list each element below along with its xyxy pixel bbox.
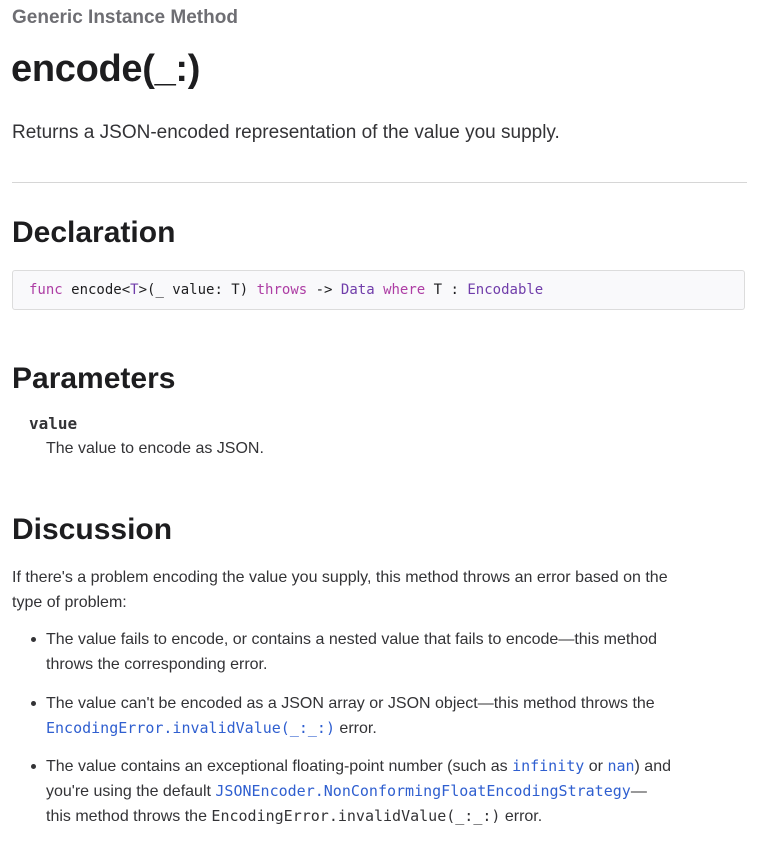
symbol-kind-eyebrow: Generic Instance Method [12, 7, 238, 28]
code-name: encode< [62, 282, 131, 298]
type-encodable-link[interactable]: Encodable [467, 282, 544, 298]
declaration-code [29, 282, 543, 298]
discussion-intro-line1: If there's a problem encoding the value you supply, this method throws an error based on the [12, 569, 668, 586]
bullet-text: or [584, 758, 608, 775]
parameter-name: value [29, 414, 78, 433]
bullet-dot [31, 764, 36, 769]
parameter-description: The value to encode as JSON. [46, 440, 264, 457]
code-arrow: -> [307, 282, 341, 298]
bullet-text-line1: The value can't be encoded as a JSON array or JSON object—this method throws the [46, 695, 655, 712]
declaration-heading: Declaration [12, 216, 176, 249]
parameters-heading: Parameters [12, 362, 176, 395]
inline-code: EncodingError.invalidValue(_:_:) [211, 807, 501, 825]
bullet-text-after: error. [334, 720, 377, 737]
bullet-dot [31, 701, 36, 706]
discussion-intro [12, 565, 747, 615]
generic-param: T [130, 282, 139, 298]
code-constraint: T : [425, 282, 468, 298]
infinity-link[interactable]: infinity [512, 757, 585, 775]
bullet-text-line2: throws the corresponding error. [46, 656, 268, 673]
abstract: Returns a JSON-encoded representation of the value you supply. [12, 122, 560, 143]
bullet-text: error. [500, 808, 543, 825]
keyword-func: func [29, 282, 63, 298]
bullet-text: you're using the default [46, 783, 216, 800]
bullet-text: ) and [634, 758, 671, 775]
bullet-text: The value contains an exceptional floating-point number (such as [46, 758, 513, 775]
nan-link[interactable]: nan [607, 757, 635, 775]
list-item [12, 691, 747, 741]
error-list [12, 627, 747, 829]
non-conforming-float-strategy-link[interactable]: JSONEncoder.NonConformingFloatEncodingStrategy [215, 782, 631, 800]
page-title: encode(_:) [11, 48, 201, 90]
discussion-intro-line2: type of problem: [12, 594, 127, 611]
list-item [12, 754, 747, 829]
bullet-text: this method throws the [46, 808, 212, 825]
keyword-where: where [383, 282, 426, 298]
list-item [12, 627, 747, 677]
code-signature: >(_ value: T) [138, 282, 257, 298]
declaration-code-box [12, 270, 745, 310]
code-space [375, 282, 383, 298]
type-data-link[interactable]: Data [340, 282, 375, 298]
divider [12, 182, 747, 183]
keyword-throws: throws [256, 282, 308, 298]
discussion-heading: Discussion [12, 513, 173, 546]
encoding-error-invalid-value-link[interactable]: EncodingError.invalidValue(_:_:) [46, 719, 335, 737]
bullet-text: — [630, 783, 647, 800]
bullet-text-line1: The value fails to encode, or contains a nested value that fails to encode—this method [46, 631, 658, 648]
bullet-dot [31, 637, 36, 642]
